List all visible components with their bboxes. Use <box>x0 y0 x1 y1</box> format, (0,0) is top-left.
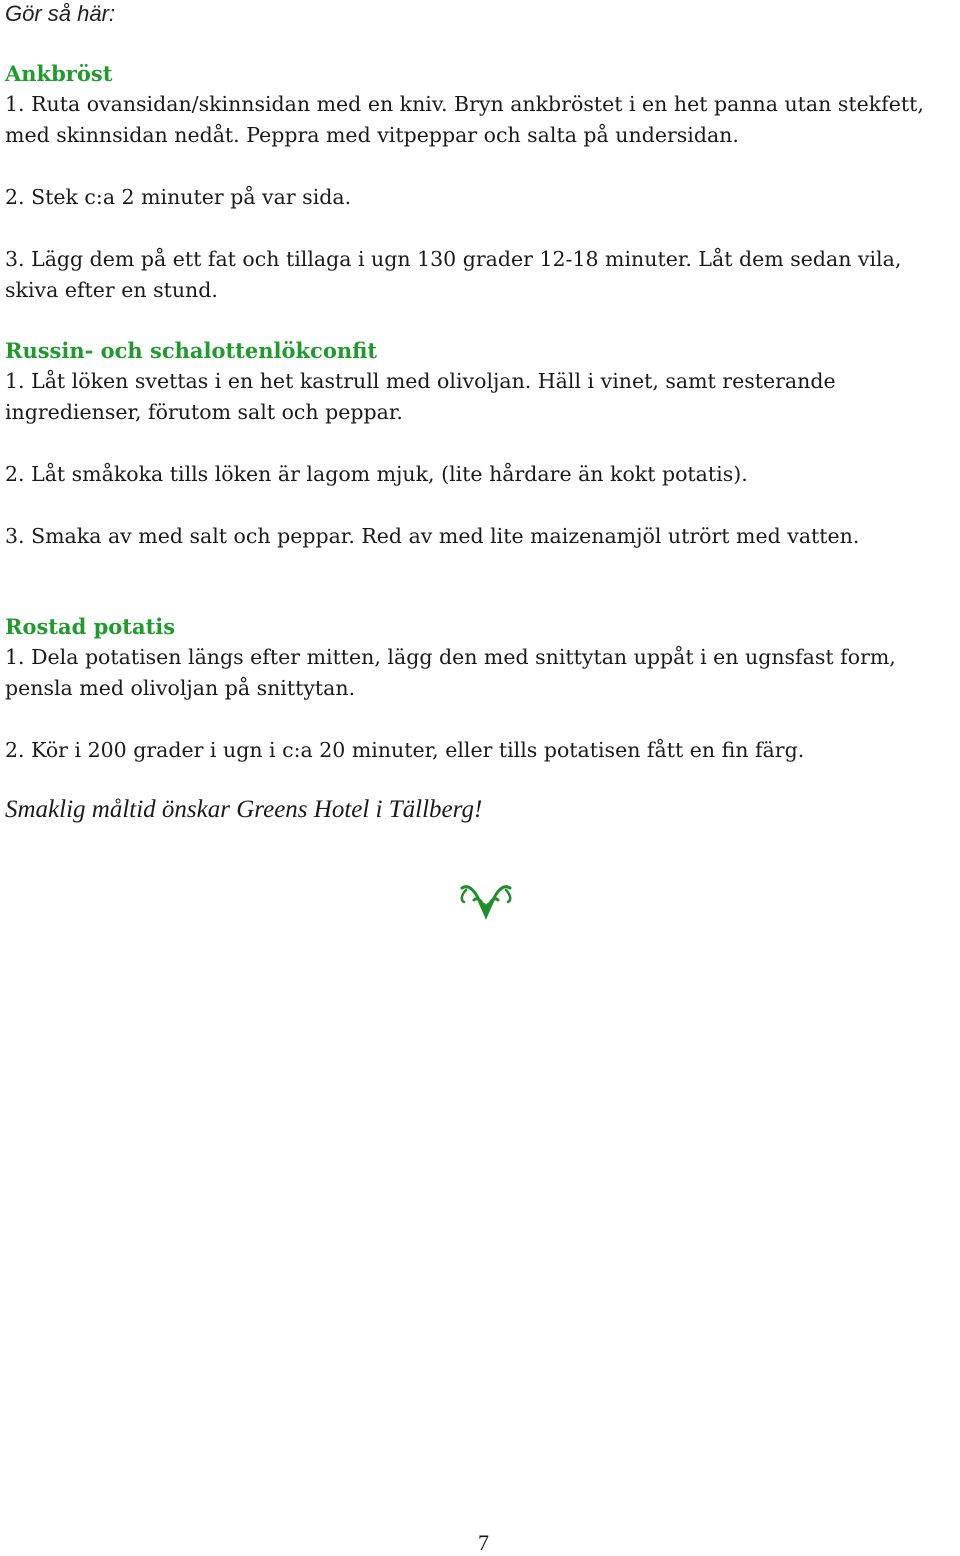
section-heading-potatis: Rostad potatis <box>5 614 176 639</box>
closing-greeting: Smaklig måltid önskar Greens Hotel i Tällberg! <box>5 796 483 823</box>
step-confit-2: 2. Låt småkoka tills löken är lagom mjuk, (lite hårdare än kokt potatis). <box>5 462 748 486</box>
section-heading-confit: Russin- och schalottenlökconfit <box>5 338 378 363</box>
step-ankbrost-2: 2. Stek c:a 2 minuter på var sida. <box>5 185 352 209</box>
step-potatis-1: 1. Dela potatisen längs efter mitten, lägg den med snittytan uppåt i en ugnsfast form, pensla med olivoljan på snittytan. <box>5 645 896 700</box>
step-ankbrost-3: 3. Lägg dem på ett fat och tillaga i ugn 130 grader 12-18 minuter. Låt dem sedan vila, skiva efter en stund. <box>5 247 902 302</box>
step-ankbrost-1: 1. Ruta ovansidan/skinnsidan med en kniv. Bryn ankbröstet i en het panna utan stekfett, med skinnsidan nedåt. Peppra med vitpeppar och salta på undersidan. <box>5 92 924 147</box>
section-heading-ankbrost: Ankbröst <box>5 61 113 86</box>
section-confit <box>5 335 957 552</box>
intro-text: Gör så här: <box>5 1 116 26</box>
step-potatis-2: 2. Kör i 200 grader i ugn i c:a 20 minuter, eller tills potatisen fått en fin färg. <box>5 738 805 762</box>
page-number: 7 <box>478 1530 489 1555</box>
step-confit-3: 3. Smaka av med salt och peppar. Red av med lite maizenamjöl utrört med vatten. <box>5 524 860 548</box>
section-ankbrost <box>5 58 957 306</box>
greens-hotel-leaf-logo-icon <box>458 880 514 920</box>
step-confit-1: 1. Låt löken svettas i en het kastrull med olivoljan. Häll i vinet, samt resterande ingredienser, förutom salt och peppar. <box>5 369 836 424</box>
section-potatis <box>5 611 957 766</box>
